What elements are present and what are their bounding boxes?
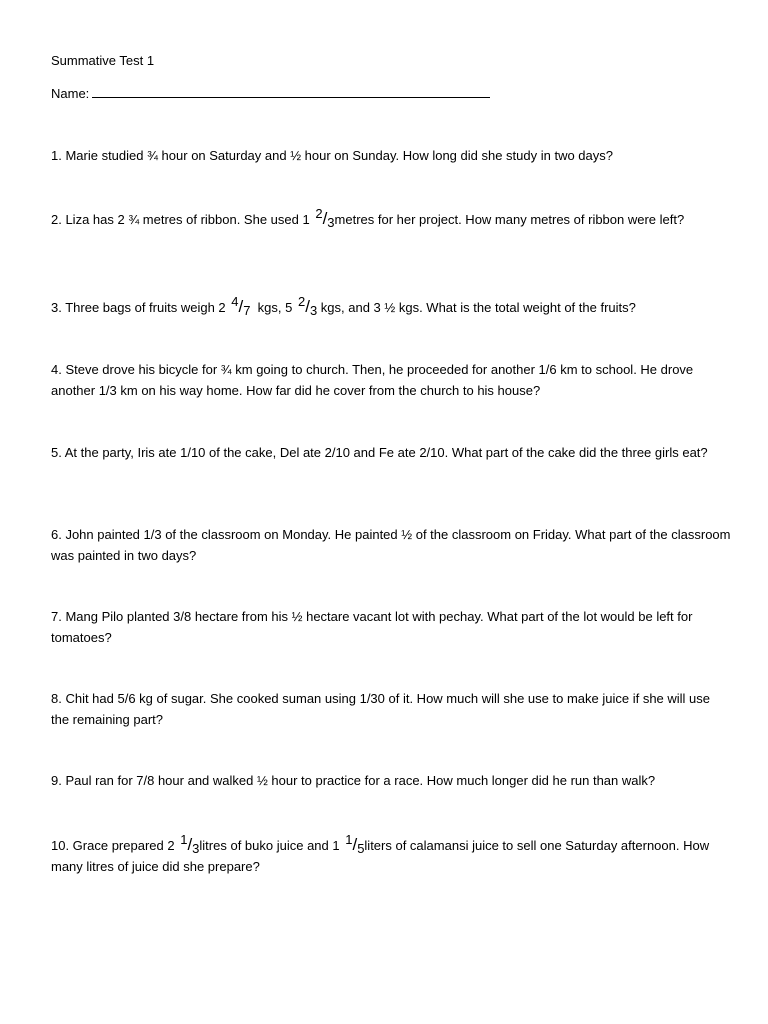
fraction-denominator: 3 xyxy=(309,303,318,318)
fraction-two-thirds: 2/3 xyxy=(315,206,335,230)
question-7 xyxy=(51,606,731,648)
question-6 xyxy=(51,524,731,566)
fraction-denominator: 3 xyxy=(327,215,335,230)
question-2 xyxy=(51,208,731,230)
fraction-denominator: 3 xyxy=(192,841,200,856)
question-5-text: 5. At the party, Iris ate 1/10 of the cake, Del ate 2/10 and Fe ate 2/10. What part of the cake did the three girls eat? xyxy=(51,445,708,460)
question-4-text: 4. Steve drove his bicycle for ¾ km going to church. Then, he proceeded for another 1/6 km to school. He drove another 1/3 km on his way home. How far did he cover from the church to his house? xyxy=(51,362,694,398)
fraction-denominator: 5 xyxy=(357,841,365,856)
question-8 xyxy=(51,688,731,730)
fraction-numerator: 2 xyxy=(315,206,323,221)
question-9 xyxy=(51,770,731,791)
question-3-text-end: kgs, and 3 ½ kgs. What is the total weight of the fruits? xyxy=(317,300,636,315)
fraction-numerator: 1 xyxy=(345,832,353,847)
question-10-text-start: 10. Grace prepared 2 xyxy=(51,838,179,853)
fraction-numerator: 1 xyxy=(180,832,188,847)
question-1 xyxy=(51,145,731,166)
question-10-text-end: liters of calamansi juice to sell one Saturday afternoon. How many litres of juice did she prepare? xyxy=(51,838,710,874)
name-field-row xyxy=(51,84,490,102)
question-3-text-start: 3. Three bags of fruits weigh 2 xyxy=(51,300,230,315)
question-10 xyxy=(51,834,731,877)
question-9-text: 9. Paul ran for 7/8 hour and walked ½ hour to practice for a race. How much longer did he run than walk? xyxy=(51,773,656,788)
question-5 xyxy=(51,442,731,463)
fraction-denominator: 7 xyxy=(243,303,251,318)
question-3 xyxy=(51,296,731,318)
question-7-text: 7. Mang Pilo planted 3/8 hectare from his ½ hectare vacant lot with pechay. What part of the lot would be left for tomatoes? xyxy=(51,609,693,645)
name-blank-line xyxy=(92,84,490,98)
question-2-text-start: 2. Liza has 2 ¾ metres of ribbon. She used 1 xyxy=(51,212,314,227)
fraction-two-thirds: 2/3 xyxy=(297,294,318,318)
question-1-text: 1. Marie studied ¾ hour on Saturday and ½ hour on Sunday. How long did she study in two days? xyxy=(51,148,613,163)
fraction-one-third: 1/3 xyxy=(180,832,200,856)
question-2-text-end: metres for her project. How many metres of ribbon were left? xyxy=(334,212,685,227)
question-8-text: 8. Chit had 5/6 kg of sugar. She cooked suman using 1/30 of it. How much will she use to make juice if she will use the remaining part? xyxy=(51,691,711,727)
question-4 xyxy=(51,359,731,401)
name-label: Name: xyxy=(51,86,90,101)
fraction-one-fifth: 1/5 xyxy=(345,832,365,856)
fraction-numerator: 4 xyxy=(231,294,239,309)
fraction-numerator: 2 xyxy=(297,294,306,309)
fraction-four-sevenths: 4/7 xyxy=(231,294,251,318)
page-title: Summative Test 1 xyxy=(51,53,155,68)
question-3-text-mid: kgs, 5 xyxy=(250,300,296,315)
question-10-text-mid: litres of buko juice and 1 xyxy=(199,838,344,853)
question-6-text: 6. John painted 1/3 of the classroom on Monday. He painted ½ of the classroom on Friday. What part of the classroom was painted in two days? xyxy=(51,527,731,563)
